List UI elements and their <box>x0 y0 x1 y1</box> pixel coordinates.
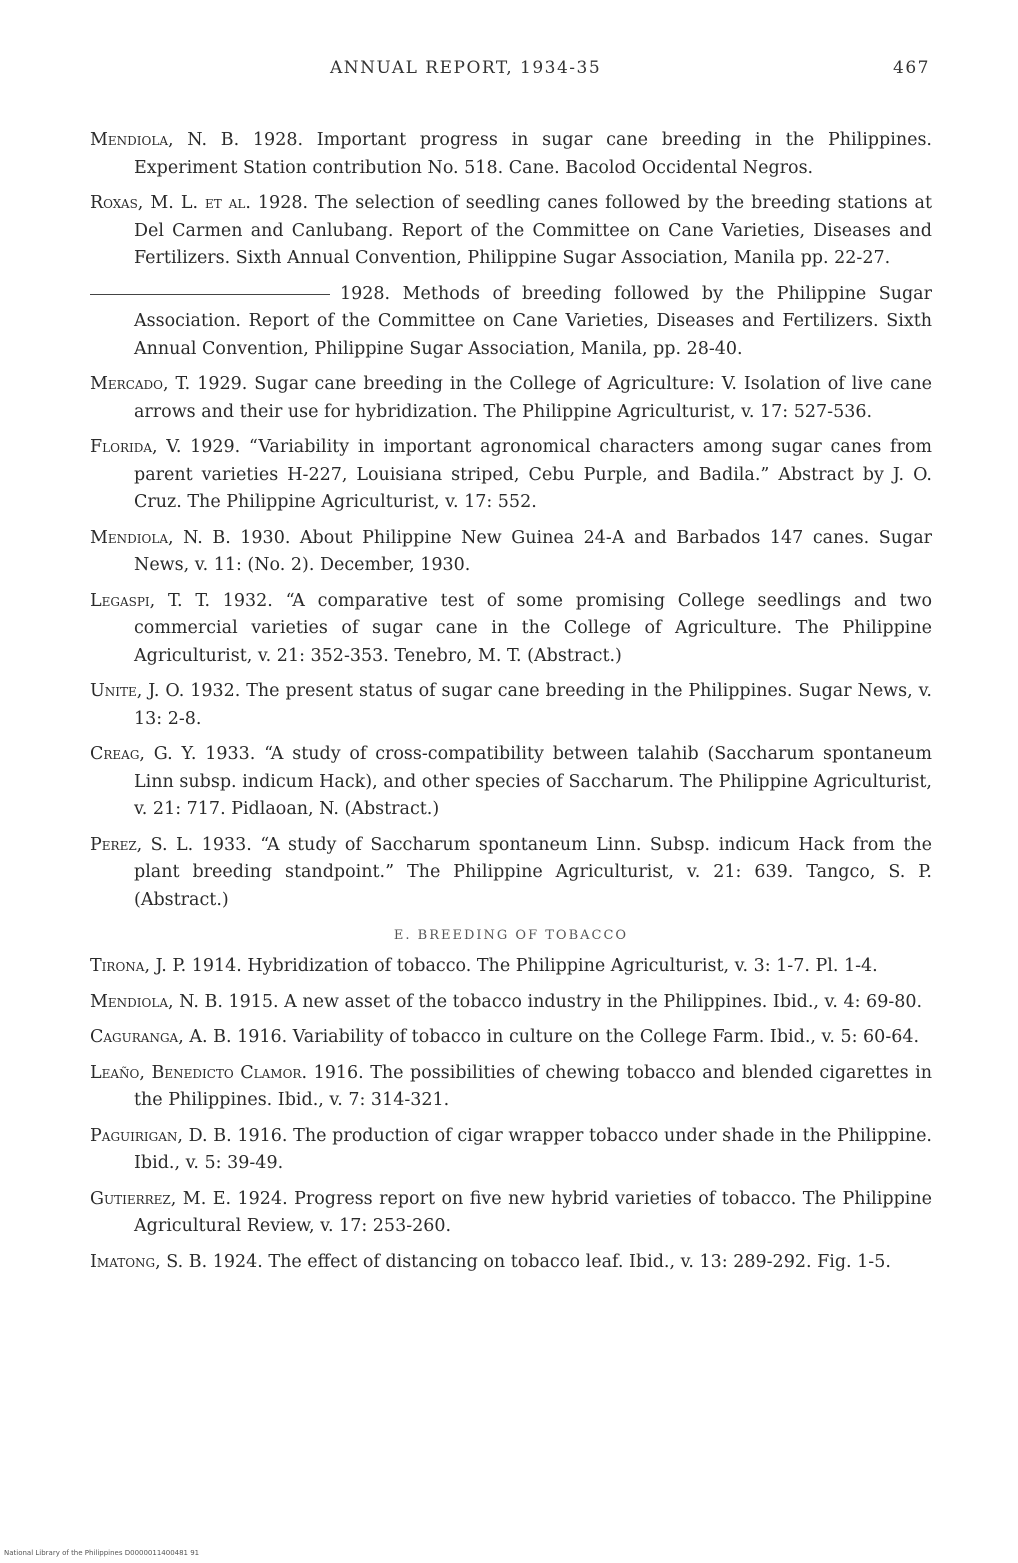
bib-entry <box>90 1060 932 1115</box>
bib-entry <box>90 127 932 182</box>
bib-text: 1915. A new asset of the tobacco industry in the Philippines. Ibid., v. 4: 69-80. <box>222 991 923 1012</box>
running-header <box>120 58 930 88</box>
bib-author: Perez, S. L. <box>90 834 194 855</box>
bib-entry <box>90 588 932 671</box>
bib-author: Mendiola, N. B. <box>90 991 223 1012</box>
bib-text: 1914. Hybridization of tobacco. The Philippine Agriculturist, v. 3: 1-7. Pl. 1-4. <box>186 956 878 976</box>
bib-author: Mendiola, N. B. <box>90 130 240 150</box>
bib-entry <box>90 1249 932 1277</box>
bib-author: Caguranga, A. B. <box>90 1027 232 1047</box>
bib-text: 1932. The present status of sugar cane breeding in the Philippines. Sugar News, v. 13: 2-8. <box>134 681 932 729</box>
bib-author: Tirona, J. P. <box>90 956 187 976</box>
bib-entry <box>90 832 932 915</box>
bib-text: 1928. Important progress in sugar cane breeding in the Philippines. Experiment Station contribution No. 518. Cane. Bacolod Occidental Negros. <box>134 130 932 178</box>
bib-entry <box>90 525 932 580</box>
bib-author: Legaspi, T. T. <box>90 590 211 611</box>
bib-entry <box>90 371 932 426</box>
bib-entry-same-author <box>90 281 932 364</box>
section-heading: E. BREEDING OF TOBACCO <box>393 928 629 943</box>
bib-entry <box>90 1024 932 1052</box>
bib-entry <box>90 1186 932 1241</box>
bib-author: Imatong, S. B. <box>90 1251 208 1272</box>
bib-text: 1929. “Variability in important agronomical characters among sugar canes from parent varieties H-227, Louisiana striped, Cebu Purple, and Badila.” Abstract by J. O. Cruz. The Philippine Agriculturist, v. 17: 552. <box>134 437 932 512</box>
bib-author: Creag, G. Y. <box>90 744 197 764</box>
bib-author: Mendiola, N. B. <box>90 527 231 548</box>
bibliography <box>90 127 932 1284</box>
bib-author: Mercado, T. <box>90 374 191 394</box>
bib-text: 1924. The effect of distancing on tobacco leaf. Ibid., v. 13: 289-292. Fig. 1-5. <box>207 1251 891 1272</box>
bib-text: 1933. “A study of Saccharum spontaneum Linn. Subsp. indicum Hack from the plant breeding standpoint.” The Philippine Agriculturist, v. 21: 639. Tangco, S. P. (Abstract.) <box>134 834 932 910</box>
bib-author: Paguirigan, D. B. <box>90 1125 232 1146</box>
page-number: 467 <box>893 58 930 78</box>
bib-entry <box>90 434 932 517</box>
bib-entry <box>90 678 932 733</box>
bib-text: 1929. Sugar cane breeding in the College of Agriculture: V. Isolation of live cane arrows and their use for hybridization. The Philippine Agriculturist, v. 17: 527-536. <box>134 374 932 422</box>
bib-author: Roxas, M. L. et al. <box>90 193 251 213</box>
bib-entry <box>90 741 932 824</box>
scan-footer: National Library of the Philippines D0000011400481 91 <box>4 1549 200 1557</box>
bib-author: Leaño, Benedicto Clamor. <box>90 1062 308 1083</box>
bib-text: 1916. The production of cigar wrapper tobacco under shade in the Philippine. Ibid., v. 5: 39-49. <box>134 1125 932 1173</box>
bib-text: 1916. Variability of tobacco in culture on the College Farm. Ibid., v. 5: 60-64. <box>231 1027 920 1047</box>
bib-entry <box>90 953 932 981</box>
bib-text: 1916. The possibilities of chewing tobacco and blended cigarettes in the Philippines. Ibid., v. 7: 314-321. <box>134 1062 932 1110</box>
bib-text: 1932. “A comparative test of some promising College seedlings and two commercial varieties of sugar cane in the College of Agriculture. The Philippine Agriculturist, v. 21: 352-353. Tenebro, M. T. (Abstract.) <box>134 590 932 666</box>
bib-text: 1933. “A study of cross-compatibility between talahib (Saccharum spontaneum Linn subsp. indicum Hack), and other species of Saccharum. The Philippine Agriculturist, v. 21: 717. Pidlaoan, N. (Abstract.) <box>134 744 932 819</box>
bib-author: Gutierrez, M. E. <box>90 1188 232 1209</box>
bib-text: 1930. About Philippine New Guinea 24-A and Barbados 147 canes. Sugar News, v. 11: (No. 2). December, 1930. <box>134 527 932 575</box>
header-title: ANNUAL REPORT, 1934-35 <box>330 58 602 78</box>
bib-text: 1928. Methods of breeding followed by the Philippine Sugar Association. Report of the Committee on Cane Varieties, Diseases and Fertilizers. Sixth Annual Convention, Philippine Sugar Association, Manila, pp. 28-40. <box>134 283 932 359</box>
bib-author: Unite, J. O. <box>90 681 185 701</box>
bib-entry <box>90 190 932 273</box>
bib-author: Florida, V. <box>90 437 182 457</box>
bib-text: 1924. Progress report on five new hybrid varieties of tobacco. The Philippine Agricultural Review, v. 17: 253-260. <box>134 1188 932 1236</box>
bib-entry <box>90 1123 932 1178</box>
bib-text: 1928. The selection of seedling canes followed by the breeding stations at Del Carmen and Canlubang. Report of the Committee on Cane Varieties, Diseases and Fertilizers. Sixth Annual Convention, Philippine Sugar Association, Manila pp. 22-27. <box>134 193 932 268</box>
same-author-dash <box>90 294 330 295</box>
bib-entry <box>90 989 932 1017</box>
